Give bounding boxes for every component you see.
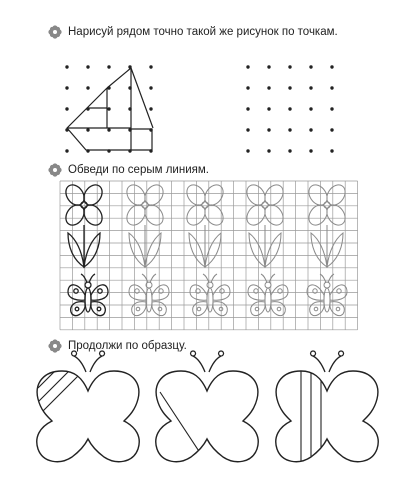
grid-dot xyxy=(65,65,68,68)
grid-dot xyxy=(107,65,110,68)
grid-dot xyxy=(86,65,89,68)
grid-dot xyxy=(86,86,89,89)
grid-dot xyxy=(330,86,333,89)
grid-dot xyxy=(128,149,131,152)
task-2-heading xyxy=(48,163,209,177)
grid-dot xyxy=(86,149,89,152)
grid-dot xyxy=(149,86,152,89)
grid-dot xyxy=(246,128,249,131)
grid-dot xyxy=(288,65,291,68)
grid-dot xyxy=(149,107,152,110)
pattern-butterfly-1 xyxy=(37,351,139,462)
grid-dot xyxy=(86,128,89,131)
grid-dot xyxy=(267,86,270,89)
grid-dot xyxy=(288,128,291,131)
pattern-butterfly-3 xyxy=(276,351,378,470)
grid-dot xyxy=(149,128,152,131)
task-1-text: Нарисуй рядом точно такой же рисунок по точкам. xyxy=(68,26,338,38)
task-3-heading xyxy=(48,339,187,353)
flower-icon xyxy=(48,163,62,177)
grid-dot xyxy=(267,149,270,152)
task-2-text: Обведи по серым линиям. xyxy=(68,164,209,176)
sample-dot-grid xyxy=(65,65,152,152)
grid-dot xyxy=(246,86,249,89)
grid-dot xyxy=(309,128,312,131)
grid-dot xyxy=(149,65,152,68)
grid-dot xyxy=(128,107,131,110)
grid-dot xyxy=(65,149,68,152)
flower-icon xyxy=(48,339,62,353)
grid-dot xyxy=(330,65,333,68)
empty-dot-grid xyxy=(246,65,333,152)
butterfly-traces xyxy=(129,274,347,316)
task-3-text: Продолжи по образцу. xyxy=(68,340,187,352)
grid-dot xyxy=(107,86,110,89)
grid-dot xyxy=(309,65,312,68)
grid-dot xyxy=(128,86,131,89)
grid-dot xyxy=(107,149,110,152)
grid-dot xyxy=(65,128,68,131)
grid-dot xyxy=(246,107,249,110)
grid-dot xyxy=(107,107,110,110)
grid-dot xyxy=(267,65,270,68)
grid-dot xyxy=(128,128,131,131)
grid-dot xyxy=(330,107,333,110)
grid-dot xyxy=(65,107,68,110)
grid-dot xyxy=(288,149,291,152)
task-1-heading xyxy=(48,25,338,39)
grid-dot xyxy=(309,149,312,152)
grid-dot xyxy=(65,86,68,89)
grid-dot xyxy=(330,149,333,152)
flower-traces xyxy=(123,181,349,267)
butterfly-sample xyxy=(68,274,108,316)
pattern-butterfly-2 xyxy=(156,351,258,468)
grid-dot xyxy=(267,128,270,131)
grid-dot xyxy=(128,65,131,68)
grid-dot xyxy=(107,128,110,131)
sample-drawing xyxy=(67,68,153,150)
grid-dot xyxy=(86,107,89,110)
grid-dot xyxy=(246,65,249,68)
grid-dot xyxy=(246,149,249,152)
flower-icon xyxy=(48,25,62,39)
grid-dot xyxy=(288,86,291,89)
grid-dot xyxy=(330,128,333,131)
grid-dot xyxy=(288,107,291,110)
flower-sample xyxy=(62,181,106,267)
grid-dot xyxy=(149,149,152,152)
grid-dot xyxy=(309,86,312,89)
grid-dot xyxy=(267,107,270,110)
grid-dot xyxy=(309,107,312,110)
